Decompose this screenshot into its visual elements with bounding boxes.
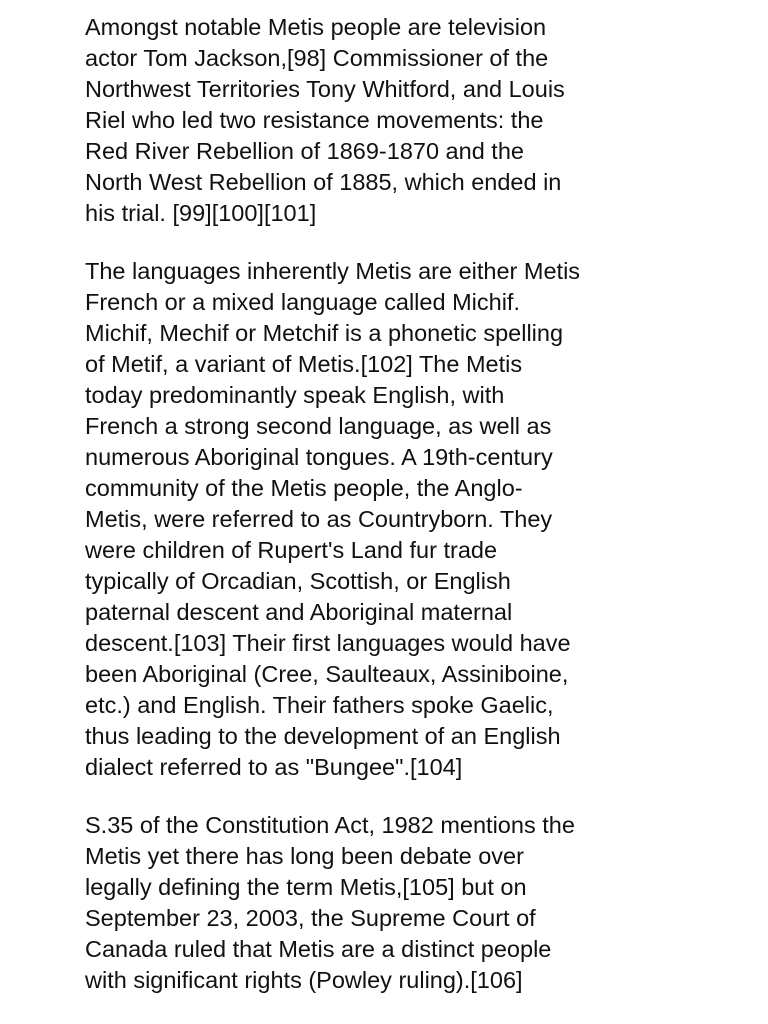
- document-page: [85, 12, 715, 996]
- paragraph-notable-metis-people: Amongst notable Metis people are television actor Tom Jackson,[98] Commissioner of the Northwest Territories Tony Whitford, and Louis Riel who led two resistance movements: the Red River Rebellion of 1869-1870 and the North West Rebellion of 1885, which ended in his trial. [99][100][101]: [85, 14, 565, 226]
- paragraph-constitution-act: S.35 of the Constitution Act, 1982 mentions the Metis yet there has long been debate over legally defining the term Metis,[105] but on September 23, 2003, the Supreme Court of Canada ruled that Metis are a distinct people with significant rights (Powley ruling).[106]: [85, 812, 575, 993]
- paragraph-metis-languages: The languages inherently Metis are either Metis French or a mixed language called Michif. Michif, Mechif or Metchif is a phonetic spelling of Metif, a variant of Metis.[102] The Metis today predominantly speak English, with French a strong second language, as well as numerous Aboriginal tongues. A 19th-century community of the Metis people, the Anglo- Metis, were referred to as Countryborn. They were children of Rupert's Land fur trade typically of Orcadian, Scottish, or English paternal descent and Aboriginal maternal descent.[103] Their first languages would have been Aboriginal (Cree, Saulteaux, Assiniboine, etc.) and English. Their fathers spoke Gaelic, thus leading to the development of an English dialect referred to as "Bungee".[104]: [85, 258, 581, 780]
